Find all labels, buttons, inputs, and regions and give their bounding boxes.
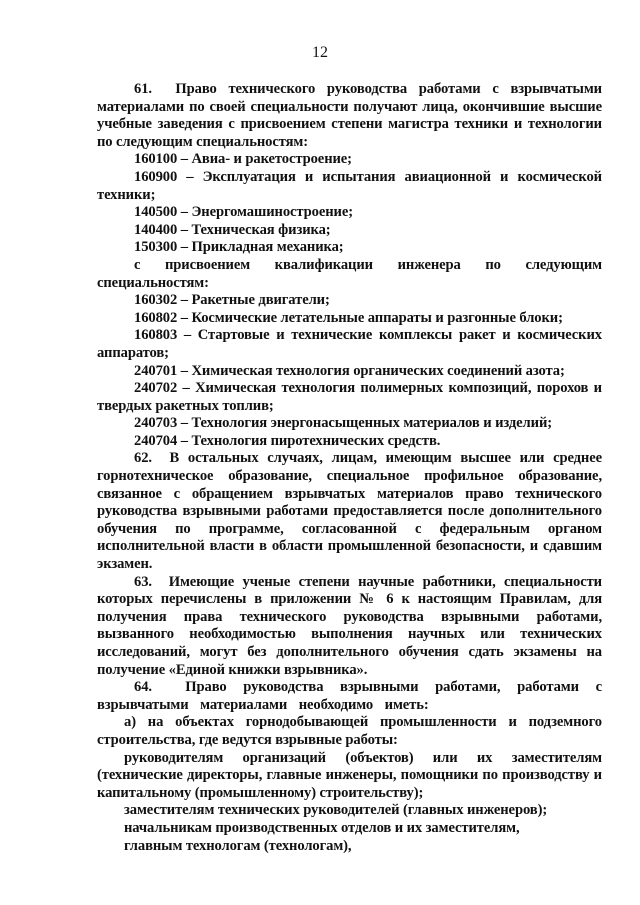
specialty-item: 240704 – Технология пиротехнических средств.: [134, 432, 441, 449]
specialty-item: 240701 – Химическая технология органических соединений азота;: [134, 362, 565, 379]
specialty-item: 160302 – Ракетные двигатели;: [134, 292, 330, 309]
paragraph-64: 64. Право руководства взрывными работами, работами с взрывчатыми материалами необходимо иметь:: [97, 679, 602, 713]
page-number: 12: [312, 44, 328, 61]
qualification-intro: с присвоением квалификации инженера по следующим специальностям:: [97, 256, 602, 291]
specialty-item: 140500 – Энергомашиностроение;: [134, 204, 353, 221]
specialty-item: 240702 – Химическая технология полимерных композиций, порохов и твердых ракетных топлив;: [97, 380, 602, 414]
responsible-item: руководителям организаций (объектов) или их заместителям (технические директоры, главные инженеры, помощники по производству и капитальному (промышленному) строительству);: [97, 749, 602, 801]
paragraph-62: 62. В остальных случаях, лицам, имеющим высшее или среднее горнотехническое образование, специальное профильное образование, связанное с обращением взрывчатых материалов право технического руководства взрывными работами предоставляется после дополнительного обучения по программе, согласованной с федеральным органом исполнительной власти в области промышленной безопасности, и сдавшим экзамен.: [97, 450, 602, 573]
specialty-item: 240703 – Технология энергонасыщенных материалов и изделий;: [134, 415, 553, 432]
specialty-item: 160803 – Стартовые и технические комплексы ракет и космических аппаратов;: [97, 327, 602, 361]
document-body: [97, 81, 602, 855]
responsible-item: заместителям технических руководителей (главных инженеров);: [124, 802, 548, 819]
responsible-item: начальникам производственных отделов и их заместителям,: [124, 819, 520, 836]
responsible-item: главным технологам (технологам),: [124, 837, 352, 854]
paragraph-61: 61. Право технического руководства работами с взрывчатыми материалами по своей специальности получают лица, окончившие высшие учебные заведения с присвоением степени магистра техники и технологии по следующим специальностям:: [97, 81, 602, 150]
subitem-a: а) на объектах горнодобывающей промышленности и подземного строительства, где ведутся взрывные работы:: [97, 714, 602, 748]
specialty-item: 140400 – Техническая физика;: [134, 221, 331, 238]
paragraph-63: 63. Имеющие ученые степени научные работники, специальности которых перечислены в приложении № 6 к настоящим Правилам, для получения права технического руководства взрывными работами, вызванного необходимостью выполнения научных или технических исследований, могут без дополнительного обучения сдать экзамены на получение «Единой книжки взрывника».: [97, 573, 602, 678]
specialty-item: 160900 – Эксплуатация и испытания авиационной и космической техники;: [97, 168, 602, 203]
specialty-item: 150300 – Прикладная механика;: [134, 239, 344, 256]
specialty-item: 160802 – Космические летательные аппараты и разгонные блоки;: [134, 309, 563, 326]
specialty-item: 160100 – Авиа- и ракетостроение;: [134, 151, 352, 168]
